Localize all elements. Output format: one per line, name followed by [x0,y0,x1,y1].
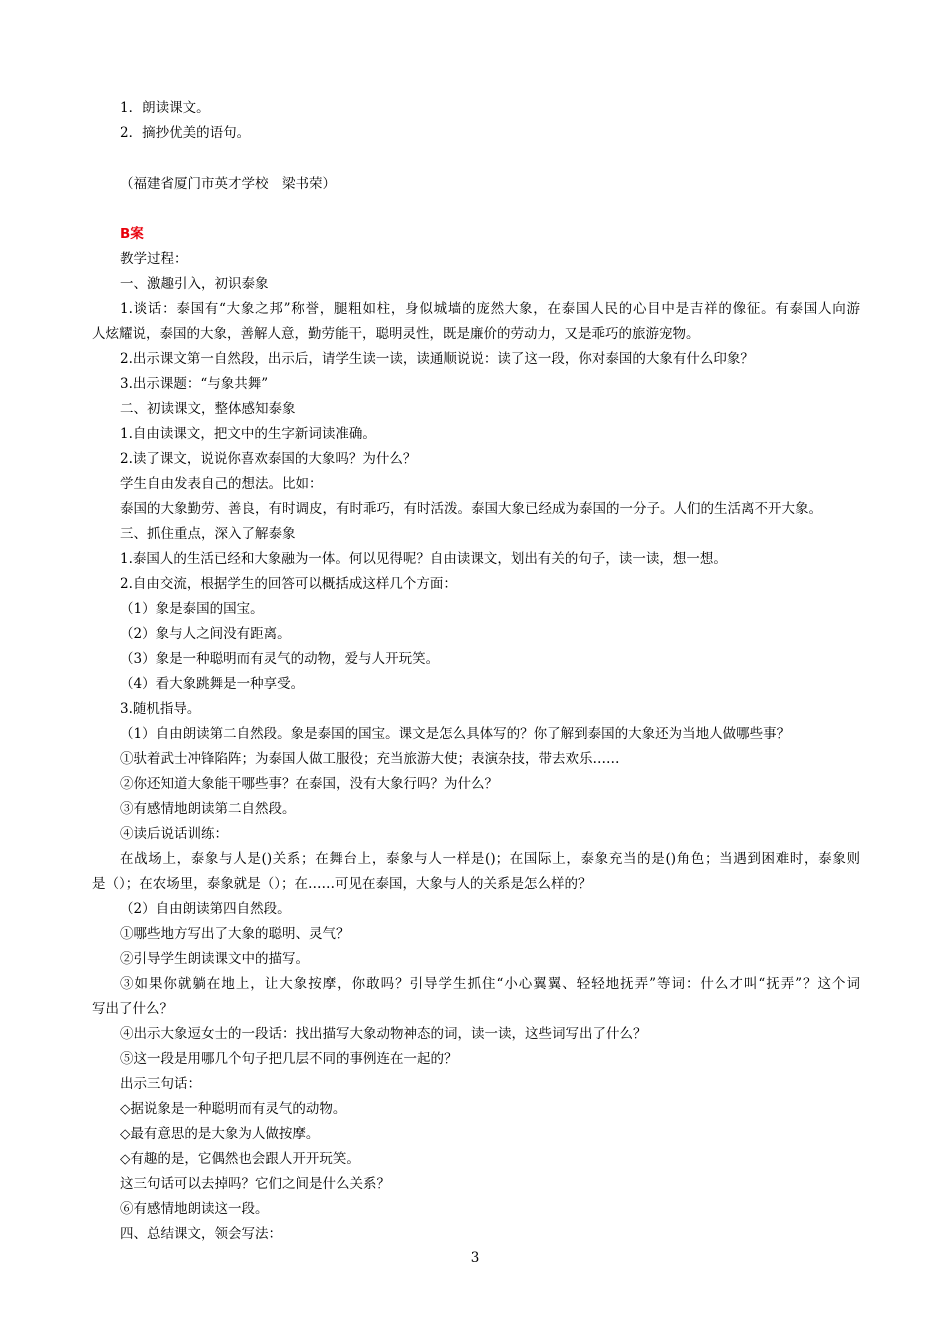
list-item-national-treasure: （1）象是泰国的国宝。 [120,601,264,617]
list-item-sentence-three: ◇有趣的是，它偶然也会跟人开开玩笑。 [120,1151,360,1167]
paragraph-random-guidance: 3.随机指导。 [120,701,201,717]
paragraph-fill-blanks-line2: 是（）；在农场里，泰象就是（）；在……可见在泰国，大象与人的关系是怎么样的？ [92,876,592,892]
list-item-tease-lady: ④出示大象逗女士的一段话：找出描写大象动物神态的词，读一读，这些词写出了什么？ [120,1026,647,1042]
paragraph-students-ideas: 学生自由发表自己的想法。比如： [120,476,323,492]
paragraph-teaching-process: 教学过程： [120,251,188,267]
list-item-read-this-section: ⑥有感情地朗读这一段。 [120,1201,269,1217]
paragraph-talk-line1: 1.谈话：泰国有“大象之邦”称誉，腿粗如柱，身似城墙的庞然大象，在泰国人民的心目中是吉祥的像征。有泰国人向游 [120,301,860,317]
paragraph-show-first-section: 2.出示课文第一自然段，出示后，请学生读一读，读通顺说说：读了这一段，你对泰国的大象有什么印象？ [120,351,754,367]
paragraph-fill-blanks-line1: 在战场上，泰象与人是()关系；在舞台上，泰象与人一样是()；在国际上，泰象充当的是()角色；当遇到困难时，泰象则 [120,851,860,867]
section-title: B案 [120,226,144,242]
paragraph-like-elephants: 2.读了课文，说说你喜欢泰国的大象吗？为什么？ [120,451,417,467]
heading-part-two: 二、初读课文，整体感知泰象 [120,401,296,417]
list-item-read-aloud: 1．朗读课文。 [120,100,210,116]
paragraph-massage-line2: 写出了什么？ [92,1001,173,1017]
heading-part-three: 三、抓住重点，深入了解泰象 [120,526,296,542]
page-number: 3 [470,1250,480,1266]
paragraph-read-section-four: （2）自由朗读第四自然段。 [120,901,291,917]
list-item-warriors: ①驮着武士冲锋陷阵；为泰国人做工服役；充当旅游大使；表演杂技，带去欢乐…… [120,751,620,767]
paragraph-show-title: 3.出示课题：“与象共舞” [120,376,269,392]
list-item-which-sentences: ⑤这一段是用哪几个句子把几层不同的事例连在一起的？ [120,1051,458,1067]
list-item-speaking-practice: ④读后说话训练： [120,826,228,842]
list-item-guide-reading: ②引导学生朗读课文中的描写。 [120,951,309,967]
list-item-dance-enjoyment: （4）看大象跳舞是一种享受。 [120,676,305,692]
paragraph-life-with-elephants: 1.泰国人的生活已经和大象融为一体。何以见得呢？自由读课文，划出有关的句子，读一读，想一想。 [120,551,727,567]
list-item-sentence-two: ◇最有意思的是大象为人做按摩。 [120,1126,320,1142]
list-item-what-else: ②你还知道大象能干哪些事？在泰国，没有大象行吗？为什么？ [120,776,498,792]
paragraph-remove-question: 这三句话可以去掉吗？它们之间是什么关系？ [120,1176,390,1192]
list-item-clever-spirit: ①哪些地方写出了大象的聪明、灵气？ [120,926,350,942]
list-item-no-distance: （2）象与人之间没有距离。 [120,626,291,642]
list-item-copy-sentences: 2．摘抄优美的语句。 [120,125,251,141]
paragraph-free-reading: 1.自由读课文，把文中的生字新词读准确。 [120,426,376,442]
list-item-clever-animal: （3）象是一种聪明而有灵气的动物，爱与人开玩笑。 [120,651,440,667]
list-item-read-emotionally: ③有感情地朗读第二自然段。 [120,801,296,817]
paragraph-example-answer: 泰国的大象勤劳、善良，有时调皮，有时乖巧，有时活泼。泰国大象已经成为泰国的一分子。人们的生活离不开大象。 [120,501,822,517]
paragraph-free-exchange: 2.自由交流，根据学生的回答可以概括成这样几个方面： [120,576,457,592]
heading-part-four: 四、总结课文，领会写法： [120,1226,282,1242]
paragraph-talk-line2: 人炫耀说，泰国的大象，善解人意，勤劳能干，聪明灵性，既是廉价的劳动力，又是乖巧的旅游宠物。 [92,326,700,342]
paragraph-massage-line1: ③如果你就躺在地上，让大象按摩，你敢吗？引导学生抓住“小心翼翼、轻轻地抚弄”等词：什么才叫“抚弄”？这个词 [120,976,860,992]
paragraph-show-three-sentences: 出示三句话： [120,1076,201,1092]
heading-part-one: 一、激趣引入，初识泰象 [120,276,269,292]
author-attribution: （福建省厦门市英才学校 梁书荣） [120,176,336,192]
list-item-sentence-one: ◇据说象是一种聪明而有灵气的动物。 [120,1101,347,1117]
paragraph-read-section-two: （1）自由朗读第二自然段。象是泰国的国宝。课文是怎么具体写的？你了解到泰国的大象还为当地人做哪些事？ [120,726,791,742]
